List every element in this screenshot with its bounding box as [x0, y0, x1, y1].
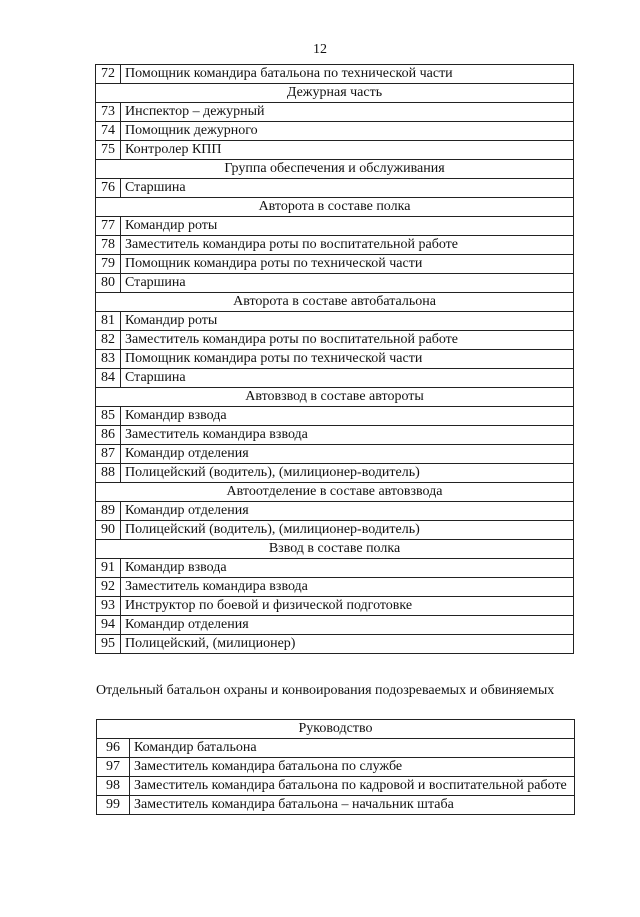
position-title: Полицейский (водитель), (милиционер-водитель)	[121, 521, 574, 540]
row-number: 94	[96, 616, 121, 635]
section-title: Автоотделение в составе автовзвода	[96, 483, 574, 502]
row-number: 77	[96, 217, 121, 236]
table-row	[96, 122, 574, 141]
position-title: Старшина	[121, 274, 574, 293]
table-row	[97, 758, 575, 777]
row-number: 73	[96, 103, 121, 122]
table-row	[96, 217, 574, 236]
row-number: 72	[96, 65, 121, 84]
staff-positions-table	[95, 64, 574, 654]
table-row	[96, 464, 574, 483]
position-title: Контролер КПП	[121, 141, 574, 160]
position-title: Старшина	[121, 179, 574, 198]
row-number: 87	[96, 445, 121, 464]
table-row	[96, 312, 574, 331]
position-title: Старшина	[121, 369, 574, 388]
row-number: 83	[96, 350, 121, 369]
position-title: Помощник дежурного	[121, 122, 574, 141]
table-row	[96, 578, 574, 597]
battalion-leadership-table	[96, 719, 575, 815]
table-row	[96, 350, 574, 369]
section-title: Руководство	[97, 720, 575, 739]
row-number: 74	[96, 122, 121, 141]
row-number: 86	[96, 426, 121, 445]
row-number: 78	[96, 236, 121, 255]
section-title: Дежурная часть	[96, 84, 574, 103]
section-title: Авторота в составе полка	[96, 198, 574, 217]
section-row	[97, 720, 575, 739]
row-number: 99	[97, 796, 130, 815]
table-row	[96, 236, 574, 255]
position-title: Командир отделения	[121, 502, 574, 521]
table-row	[96, 559, 574, 578]
table-row	[96, 65, 574, 84]
table-row	[96, 502, 574, 521]
section-heading: Отдельный батальон охраны и конвоирования подозреваемых и обвиняемых	[96, 683, 555, 698]
position-title: Полицейский, (милиционер)	[121, 635, 574, 654]
table-row	[96, 369, 574, 388]
row-number: 91	[96, 559, 121, 578]
section-row	[96, 198, 574, 217]
position-title: Командир роты	[121, 312, 574, 331]
position-title: Заместитель командира батальона по службе	[130, 758, 575, 777]
section-title: Группа обеспечения и обслуживания	[96, 160, 574, 179]
position-title: Полицейский (водитель), (милиционер-водитель)	[121, 464, 574, 483]
row-number: 85	[96, 407, 121, 426]
table-row	[96, 103, 574, 122]
page-number: 12	[313, 42, 327, 57]
position-title: Помощник командира роты по технической части	[121, 255, 574, 274]
row-number: 92	[96, 578, 121, 597]
section-title: Автовзвод в составе автороты	[96, 388, 574, 407]
table-row	[96, 616, 574, 635]
position-title: Командир взвода	[121, 407, 574, 426]
position-title: Командир батальона	[130, 739, 575, 758]
table-row	[96, 445, 574, 464]
row-number: 97	[97, 758, 130, 777]
table-row	[97, 796, 575, 815]
table-row	[96, 274, 574, 293]
row-number: 82	[96, 331, 121, 350]
position-title: Заместитель командира роты по воспитательной работе	[121, 331, 574, 350]
row-number: 98	[97, 777, 130, 796]
position-title: Заместитель командира батальона по кадровой и воспитательной работе	[130, 777, 575, 796]
table-row	[96, 407, 574, 426]
row-number: 88	[96, 464, 121, 483]
position-title: Командир роты	[121, 217, 574, 236]
position-title: Командир отделения	[121, 445, 574, 464]
table-row	[96, 331, 574, 350]
position-title: Заместитель командира батальона – начальник штаба	[130, 796, 575, 815]
position-title: Помощник командира батальона по технической части	[121, 65, 574, 84]
row-number: 95	[96, 635, 121, 654]
table-row	[96, 635, 574, 654]
position-title: Командир взвода	[121, 559, 574, 578]
table-row	[96, 255, 574, 274]
row-number: 79	[96, 255, 121, 274]
position-title: Заместитель командира роты по воспитательной работе	[121, 236, 574, 255]
position-title: Помощник командира роты по технической части	[121, 350, 574, 369]
table-row	[96, 141, 574, 160]
row-number: 76	[96, 179, 121, 198]
table-row	[96, 597, 574, 616]
section-row	[96, 388, 574, 407]
section-row	[96, 293, 574, 312]
section-row	[96, 160, 574, 179]
section-row	[96, 84, 574, 103]
table-row	[96, 426, 574, 445]
row-number: 84	[96, 369, 121, 388]
position-title: Заместитель командира взвода	[121, 578, 574, 597]
table-row	[97, 739, 575, 758]
position-title: Командир отделения	[121, 616, 574, 635]
row-number: 93	[96, 597, 121, 616]
section-title: Взвод в составе полка	[96, 540, 574, 559]
position-title: Заместитель командира взвода	[121, 426, 574, 445]
row-number: 80	[96, 274, 121, 293]
row-number: 90	[96, 521, 121, 540]
row-number: 75	[96, 141, 121, 160]
row-number: 96	[97, 739, 130, 758]
table-row	[97, 777, 575, 796]
row-number: 89	[96, 502, 121, 521]
table-row	[96, 521, 574, 540]
position-title: Инструктор по боевой и физической подготовке	[121, 597, 574, 616]
table-row	[96, 179, 574, 198]
section-title: Авторота в составе автобатальона	[96, 293, 574, 312]
section-row	[96, 540, 574, 559]
row-number: 81	[96, 312, 121, 331]
position-title: Инспектор – дежурный	[121, 103, 574, 122]
section-row	[96, 483, 574, 502]
